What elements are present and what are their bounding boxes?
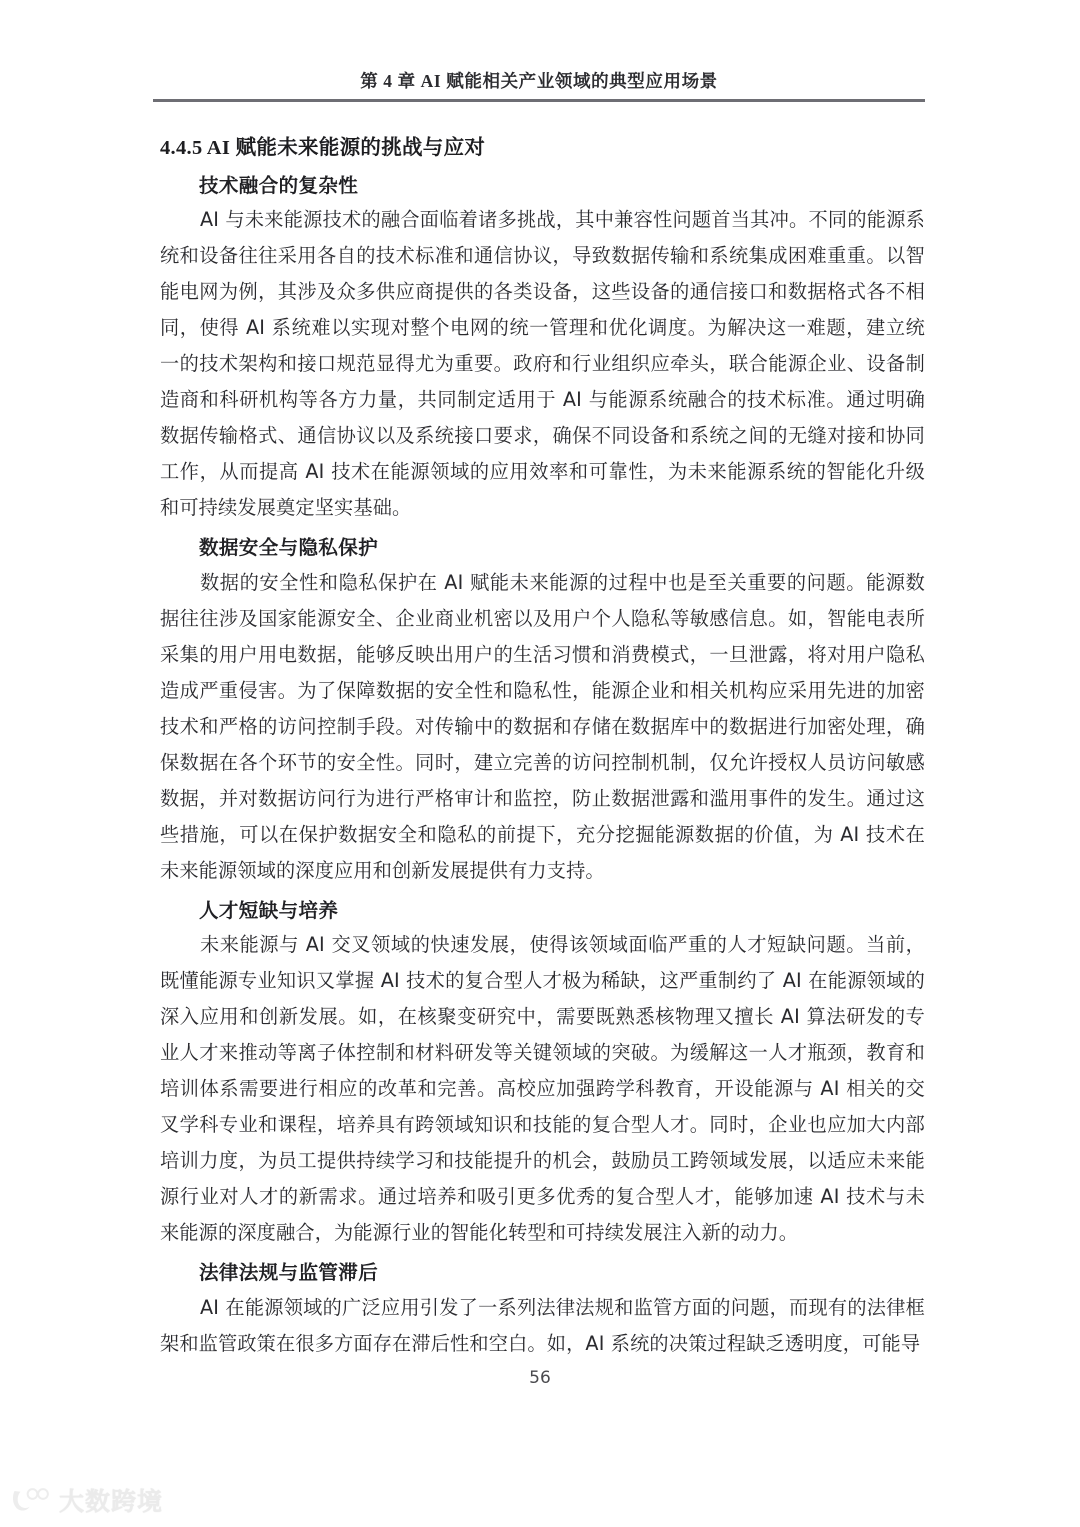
subsection-heading-data-security: 数据安全与隐私保护 bbox=[199, 536, 379, 560]
dashu-kuajing-logo-icon bbox=[10, 1485, 52, 1515]
page-header bbox=[153, 70, 925, 102]
running-header-title: 第 4 章 AI 赋能相关产业领域的典型应用场景 bbox=[360, 71, 718, 91]
subsection-paragraph-legal-regulation: AI 在能源领域的广泛应用引发了一系列法律法规和监管方面的问题，而现有的法律框架和监管政策在很多方面存在滞后性和空白。如，AI 系统的决策过程缺乏透明度，可能导 bbox=[160, 1295, 925, 1355]
page-content-column bbox=[160, 133, 925, 1362]
header-divider-rule bbox=[153, 99, 925, 102]
subsection-heading-technology-complexity: 技术融合的复杂性 bbox=[199, 173, 359, 197]
subsection-heading-talent-shortage: 人才短缺与培养 bbox=[199, 898, 339, 922]
watermark-text: 大数跨境 bbox=[59, 1487, 164, 1516]
section-heading: 4.4.5 AI 赋能未来能源的挑战与应对 bbox=[160, 137, 486, 159]
page-number: 56 bbox=[529, 1368, 551, 1388]
subsection-paragraph-talent-shortage: 未来能源与 AI 交叉领域的快速发展，使得该领域面临严重的人才短缺问题。当前，既懂能源专业知识又掌握 AI 技术的复合型人才极为稀缺，这严重制约了 AI 在能源领域的深入应用和创新发展。如，在核聚变研究中，需要既熟悉核物理又擅长 AI 算法研发的专业人才来推动等离子体控制和材料研发等关键领域的突破。为缓解这一人才瓶颈，教育和培训体系需要进行相应的改革和完善。高校应加强跨学科教育，开设能源与 AI 相关的交叉学科专业和课程，培养具有跨领域知识和技能的复合型人才。同时，企业也应加大内部培训力度，为员工提供持续学习和技能提升的机会，鼓励员工跨领域发展，以适应未来能源行业对人才的新需求。通过培养和吸引更多优秀的复合型人才，能够加速 AI 技术与未来能源的深度融合，为能源行业的智能化转型和可持续发展注入新的动力。 bbox=[160, 933, 925, 1245]
watermark bbox=[10, 1482, 163, 1518]
subsection-heading-legal-regulation: 法律法规与监管滞后 bbox=[199, 1261, 379, 1285]
subsection-paragraph-data-security: 数据的安全性和隐私保护在 AI 赋能未来能源的过程中也是至关重要的问题。能源数据往往涉及国家能源安全、企业商业机密以及用户个人隐私等敏感信息。如，智能电表所采集的用户用电数据，能够反映出用户的生活习惯和消费模式，一旦泄露，将对用户隐私造成严重侵害。为了保障数据的安全性和隐私性，能源企业和相关机构应采用先进的加密技术和严格的访问控制手段。对传输中的数据和存储在数据库中的数据进行加密处理，确保数据在各个环节的安全性。同时，建立完善的访问控制机制，仅允许授权人员访问敏感数据，并对数据访问行为进行严格审计和监控，防止数据泄露和滥用事件的发生。通过这些措施，可以在保护数据安全和隐私的前提下，充分挖掘能源数据的价值，为 AI 技术在未来能源领域的深度应用和创新发展提供有力支持。 bbox=[160, 570, 925, 882]
subsection-paragraph-technology-complexity: AI 与未来能源技术的融合面临着诸多挑战，其中兼容性问题首当其冲。不同的能源系统和设备往往采用各自的技术标准和通信协议，导致数据传输和系统集成困难重重。以智能电网为例，其涉及众多供应商提供的各类设备，这些设备的通信接口和数据格式各不相同，使得 AI 系统难以实现对整个电网的统一管理和优化调度。为解决这一难题，建立统一的技术架构和接口规范显得尤为重要。政府和行业组织应牵头，联合能源企业、设备制造商和科研机构等各方力量，共同制定适用于 AI 与能源系统融合的技术标准。通过明确数据传输格式、通信协议以及系统接口要求，确保不同设备和系统之间的无缝对接和协同工作，从而提高 AI 技术在能源领域的应用效率和可靠性，为未来能源系统的智能化升级和可持续发展奠定坚实基础。 bbox=[160, 208, 925, 520]
